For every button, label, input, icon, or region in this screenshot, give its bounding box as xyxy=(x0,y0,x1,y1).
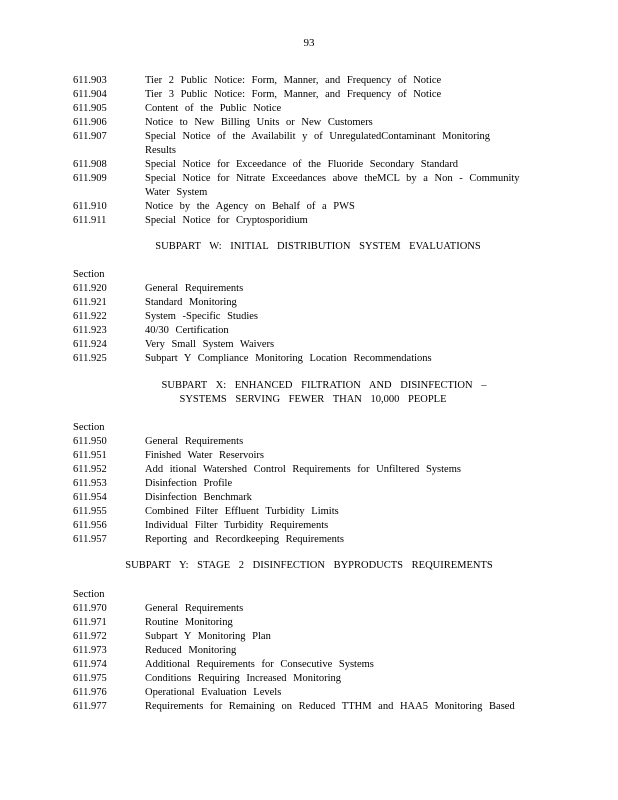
section-title xyxy=(145,130,543,158)
section-number: 611.956 xyxy=(73,520,107,531)
section-title xyxy=(145,172,543,200)
section-list-subpart-w xyxy=(73,268,543,366)
section-title: Requirements for Remaining on Reduced TTHM and HAA5 Monitoring Based xyxy=(145,701,515,712)
section-number: 611.920 xyxy=(73,283,107,294)
subpart-w-heading: SUBPART W: INITIAL DISTRIBUTION SYSTEM EVALUATIONS xyxy=(155,241,481,252)
list-item xyxy=(73,477,543,491)
section-number: 611.951 xyxy=(73,450,107,461)
section-number: 611.905 xyxy=(73,103,107,114)
section-title: Content of the Public Notice xyxy=(145,103,282,114)
section-title: General Requirements xyxy=(145,283,244,294)
section-number: 611.971 xyxy=(73,617,107,628)
section-title-line: Special Notice of the Availabilit y of UnregulatedContaminant Monitoring xyxy=(145,131,490,142)
list-item xyxy=(73,602,543,616)
section-list-subpart-x xyxy=(73,421,543,547)
section-number: 611.911 xyxy=(73,215,107,226)
list-item xyxy=(73,616,543,630)
section-title: 40/30 Certification xyxy=(145,325,229,336)
list-item xyxy=(73,74,543,88)
section-number: 611.950 xyxy=(73,436,107,447)
section-number: 611.923 xyxy=(73,325,107,336)
section-number: 611.908 xyxy=(73,159,107,170)
section-label: Section xyxy=(73,422,105,433)
subpart-x-heading: SUBPART X: ENHANCED FILTRATION AND DISINFECTION – xyxy=(161,380,487,391)
section-number: 611.973 xyxy=(73,645,107,656)
list-item xyxy=(73,463,543,477)
list-item xyxy=(73,158,543,172)
section-list-subpart-y xyxy=(73,588,543,714)
section-title: Subpart Y Compliance Monitoring Location Recommendations xyxy=(145,353,432,364)
section-number: 611.904 xyxy=(73,89,107,100)
section-title: Additional Requirements for Consecutive Systems xyxy=(145,659,374,670)
section-number: 611.925 xyxy=(73,353,107,364)
section-number: 611.921 xyxy=(73,297,107,308)
list-item xyxy=(73,519,543,533)
section-title: Reporting and Recordkeeping Requirements xyxy=(145,534,344,545)
section-title: General Requirements xyxy=(145,436,244,447)
list-item xyxy=(73,644,543,658)
section-title-line: Special Notice for Nitrate Exceedances above theMCL by a Non - Community xyxy=(145,173,520,184)
section-title: System -Specific Studies xyxy=(145,311,258,322)
list-item xyxy=(73,172,543,200)
page-number: 93 xyxy=(303,37,315,49)
section-title-continuation: Water System xyxy=(145,187,208,198)
section-title: Standard Monitoring xyxy=(145,297,237,308)
list-item xyxy=(73,491,543,505)
list-item xyxy=(73,672,543,686)
list-item xyxy=(73,310,543,324)
list-item xyxy=(73,130,543,158)
section-number: 611.909 xyxy=(73,173,107,184)
list-item xyxy=(73,352,543,366)
section-list-public-notice xyxy=(73,74,543,228)
section-number: 611.924 xyxy=(73,339,107,350)
list-item xyxy=(73,505,543,519)
section-title: Operational Evaluation Levels xyxy=(145,687,282,698)
section-number: 611.922 xyxy=(73,311,107,322)
list-item xyxy=(73,686,543,700)
section-number: 611.955 xyxy=(73,506,107,517)
list-item xyxy=(73,533,543,547)
list-item xyxy=(73,296,543,310)
list-item xyxy=(73,88,543,102)
section-number: 611.974 xyxy=(73,659,107,670)
section-title: Finished Water Reservoirs xyxy=(145,450,264,461)
list-item xyxy=(73,700,543,714)
section-title: Reduced Monitoring xyxy=(145,645,237,656)
section-number: 611.907 xyxy=(73,131,107,142)
list-item xyxy=(73,435,543,449)
section-number: 611.976 xyxy=(73,687,107,698)
section-title: General Requirements xyxy=(145,603,244,614)
section-number: 611.977 xyxy=(73,701,107,712)
section-title-continuation: Results xyxy=(145,145,176,156)
list-item xyxy=(73,658,543,672)
section-number: 611.957 xyxy=(73,534,107,545)
subpart-y-heading: SUBPART Y: STAGE 2 DISINFECTION BYPRODUCTS REQUIREMENTS xyxy=(125,560,493,571)
section-title: Subpart Y Monitoring Plan xyxy=(145,631,271,642)
section-number: 611.906 xyxy=(73,117,107,128)
list-item xyxy=(73,214,543,228)
section-title: Special Notice for Exceedance of the Fluoride Secondary Standard xyxy=(145,159,459,170)
list-item xyxy=(73,282,543,296)
section-title: Add itional Watershed Control Requirements for Unfiltered Systems xyxy=(145,464,461,475)
section-number: 611.903 xyxy=(73,75,107,86)
section-title: Notice to New Billing Units or New Customers xyxy=(145,117,373,128)
subpart-x-heading-line2: SYSTEMS SERVING FEWER THAN 10,000 PEOPLE xyxy=(179,394,447,405)
list-item xyxy=(73,324,543,338)
section-title: Disinfection Profile xyxy=(145,478,233,489)
section-number: 611.910 xyxy=(73,201,107,212)
section-title: Routine Monitoring xyxy=(145,617,233,628)
section-title: Very Small System Waivers xyxy=(145,339,275,350)
section-title: Individual Filter Turbidity Requirements xyxy=(145,520,329,531)
section-number: 611.970 xyxy=(73,603,107,614)
list-item xyxy=(73,102,543,116)
section-title: Special Notice for Cryptosporidium xyxy=(145,215,308,226)
section-number: 611.954 xyxy=(73,492,107,503)
section-title: Disinfection Benchmark xyxy=(145,492,252,503)
section-number: 611.972 xyxy=(73,631,107,642)
list-item xyxy=(73,200,543,214)
section-title: Tier 2 Public Notice: Form, Manner, and Frequency of Notice xyxy=(145,75,442,86)
list-item xyxy=(73,116,543,130)
section-title: Tier 3 Public Notice: Form, Manner, and Frequency of Notice xyxy=(145,89,442,100)
section-number: 611.953 xyxy=(73,478,107,489)
section-label: Section xyxy=(73,269,105,280)
section-title: Notice by the Agency on Behalf of a PWS xyxy=(145,201,355,212)
list-item xyxy=(73,338,543,352)
section-number: 611.952 xyxy=(73,464,107,475)
section-label: Section xyxy=(73,589,105,600)
section-title: Combined Filter Effluent Turbidity Limits xyxy=(145,506,339,517)
list-item xyxy=(73,449,543,463)
section-number: 611.975 xyxy=(73,673,107,684)
section-title: Conditions Requiring Increased Monitoring xyxy=(145,673,342,684)
list-item xyxy=(73,630,543,644)
